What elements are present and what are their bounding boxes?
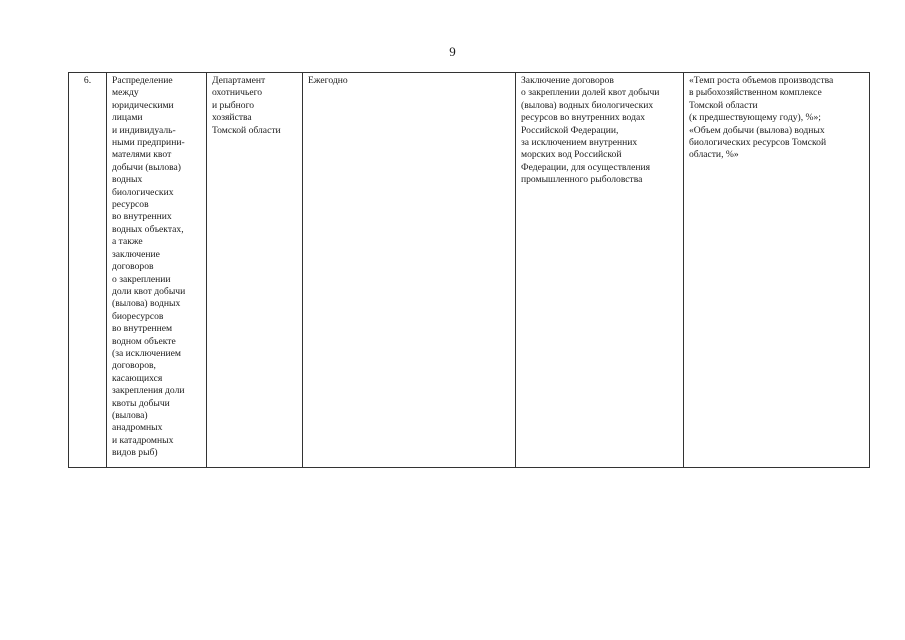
action-cell (107, 73, 207, 468)
row-number-cell (69, 73, 107, 468)
measures-table (68, 72, 870, 468)
page-number: 9 (449, 44, 456, 59)
indicators-cell (684, 73, 870, 468)
result-cell (516, 73, 684, 468)
table-row (69, 73, 870, 468)
term-text: Ежегодно (308, 75, 348, 86)
result-text: Заключение договоров о закреплении долей квот добычи (вылова) водных биологических ресурсов во внутренних водах Российской Федерации, за исключением внутренних морских вод Российской Федерации, для осуществления промышленного рыболовства (521, 75, 660, 186)
responsible-cell (207, 73, 303, 468)
action-text: Распределение между юридическими лицами и индивидуаль- ными предприни- мателями квот добычи (вылова) водных биологических ресурсов во внутренних водных объектах, а также заключение договоров о закреплении доли квот добычи (вылова) водных биоресурсов во внутреннем водном объекте (за исключением договоров, касающихся закрепления доли квоты добычи (вылова) анадромных и катадромных видов рыб) (112, 75, 186, 459)
responsible-text: Департамент охотничьего и рыбного хозяйства Томской области (212, 75, 281, 136)
term-cell (303, 73, 516, 468)
row-number: 6. (83, 75, 92, 86)
indicators-text: «Темп роста объемов производства в рыбохозяйственном комплексе Томской области (к предшествующему году), %»; «Объем добычи (вылова) водных биологических ресурсов Томской области, %» (689, 75, 834, 161)
